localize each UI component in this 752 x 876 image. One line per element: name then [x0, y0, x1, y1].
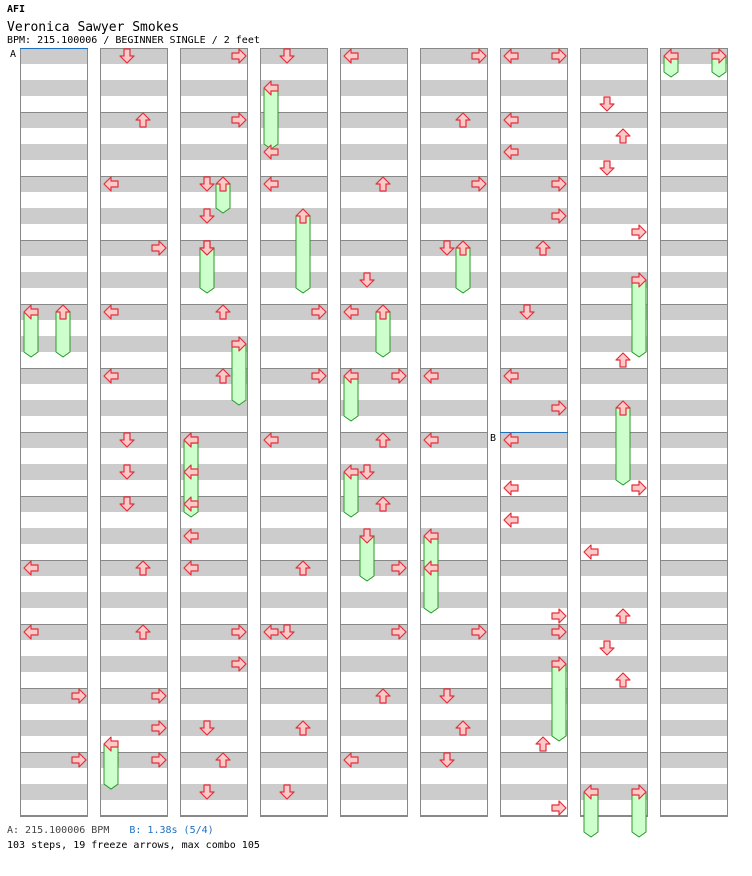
beat-stripe [500, 464, 568, 480]
beat-stripe [500, 560, 568, 576]
beat-stripe [20, 400, 88, 416]
beat-stripe [580, 240, 648, 256]
beat-stripe [260, 656, 328, 672]
beat-stripe [100, 144, 168, 160]
beat-stripe [100, 528, 168, 544]
beat-stripe [100, 400, 168, 416]
beat-stripe [420, 80, 488, 96]
beat-stripe [260, 752, 328, 768]
beat-stripe [500, 240, 568, 256]
beat-stripe [20, 496, 88, 512]
bpm-a-label: A: 215.100006 BPM [7, 825, 110, 836]
bpm-marker-label: A [10, 49, 17, 60]
beat-stripe [500, 592, 568, 608]
beat-stripe [660, 752, 728, 768]
beat-stripe [420, 208, 488, 224]
beat-stripe [100, 656, 168, 672]
beat-stripe [20, 48, 88, 64]
beat-stripe [260, 240, 328, 256]
beat-stripe [100, 272, 168, 288]
beat-stripe [20, 720, 88, 736]
beat-stripe [500, 496, 568, 512]
beat-stripe [100, 112, 168, 128]
beat-stripe [580, 176, 648, 192]
beat-stripe [660, 464, 728, 480]
beat-stripe [580, 208, 648, 224]
step-stats: 103 steps, 19 freeze arrows, max combo 105 [7, 840, 260, 851]
beat-stripe [660, 624, 728, 640]
beat-stripe [420, 784, 488, 800]
beat-stripe [180, 144, 248, 160]
beat-stripe [660, 784, 728, 800]
beat-stripe [180, 688, 248, 704]
beat-stripe [660, 176, 728, 192]
beat-stripe [260, 336, 328, 352]
beat-stripe [420, 656, 488, 672]
beat-stripe [660, 432, 728, 448]
beat-stripe [20, 144, 88, 160]
beat-stripe [660, 720, 728, 736]
beat-stripe [20, 656, 88, 672]
beat-stripe [660, 240, 728, 256]
chart-column [100, 48, 168, 817]
beat-stripe [340, 80, 408, 96]
beat-stripe [420, 400, 488, 416]
beat-stripe [500, 784, 568, 800]
beat-stripe [260, 400, 328, 416]
beat-stripe [260, 688, 328, 704]
beat-stripe [580, 144, 648, 160]
beat-stripe [180, 304, 248, 320]
beat-stripe [580, 688, 648, 704]
beat-stripe [580, 496, 648, 512]
beat-stripe [420, 304, 488, 320]
beat-stripe [660, 336, 728, 352]
beat-stripe [20, 432, 88, 448]
beat-stripe [20, 176, 88, 192]
freeze-arrow-body [264, 88, 278, 149]
freeze-arrow-body [296, 216, 310, 293]
beat-stripe [340, 592, 408, 608]
beat-stripe [420, 720, 488, 736]
beat-stripe [340, 208, 408, 224]
beat-stripe [340, 688, 408, 704]
beat-stripe [580, 624, 648, 640]
beat-stripe [100, 336, 168, 352]
beat-stripe [180, 752, 248, 768]
beat-stripe [660, 112, 728, 128]
beat-stripe [20, 80, 88, 96]
beat-stripe [340, 240, 408, 256]
beat-stripe [340, 720, 408, 736]
beat-stripe [500, 80, 568, 96]
beat-stripe [500, 336, 568, 352]
beat-stripe [100, 560, 168, 576]
beat-stripe [580, 720, 648, 736]
beat-stripe [660, 144, 728, 160]
beat-stripe [420, 272, 488, 288]
beat-stripe [580, 656, 648, 672]
chart-column [20, 48, 88, 817]
chart-info: BPM: 215.100006 / BEGINNER SINGLE / 2 feet [7, 35, 260, 46]
beat-stripe [580, 400, 648, 416]
beat-stripe [500, 528, 568, 544]
beat-stripe [420, 496, 488, 512]
beat-stripe [20, 368, 88, 384]
beat-stripe [340, 656, 408, 672]
beat-stripe [580, 368, 648, 384]
beat-stripe [580, 528, 648, 544]
beat-stripe [260, 528, 328, 544]
beat-stripe [660, 496, 728, 512]
beat-stripe [20, 272, 88, 288]
freeze-arrow-body [632, 280, 646, 357]
chart-column [420, 48, 488, 817]
beat-stripe [100, 592, 168, 608]
beat-stripe [340, 176, 408, 192]
beat-stripe [580, 464, 648, 480]
beat-stripe [660, 304, 728, 320]
beat-stripe [580, 560, 648, 576]
beat-stripe [20, 528, 88, 544]
beat-stripe [180, 80, 248, 96]
chart-column [180, 48, 248, 817]
beat-stripe [20, 784, 88, 800]
beat-stripe [580, 112, 648, 128]
beat-stripe [340, 784, 408, 800]
beat-stripe [660, 272, 728, 288]
beat-stripe [340, 432, 408, 448]
chart-column [580, 48, 648, 817]
chart-column [340, 48, 408, 817]
bpm-legend [7, 825, 214, 836]
beat-stripe [260, 720, 328, 736]
beat-stripe [20, 208, 88, 224]
beat-stripe [580, 592, 648, 608]
beat-stripe [580, 80, 648, 96]
bpm-marker-label: B [490, 433, 497, 444]
beat-stripe [660, 80, 728, 96]
beat-stripe [260, 560, 328, 576]
beat-stripe [420, 144, 488, 160]
beat-stripe [660, 656, 728, 672]
bpm-b-label: B: 1.38s (5/4) [129, 825, 214, 836]
beat-stripe [20, 592, 88, 608]
beat-stripe [20, 112, 88, 128]
beat-stripe [500, 272, 568, 288]
beat-stripe [260, 464, 328, 480]
beat-stripe [260, 208, 328, 224]
beat-stripe [20, 464, 88, 480]
freeze-arrow-body [616, 408, 630, 485]
beat-stripe [580, 48, 648, 64]
song-title: Veronica Sawyer Smokes [7, 20, 180, 35]
song-artist: AFI [7, 4, 26, 15]
freeze-arrow-body [552, 664, 566, 741]
beat-stripe [500, 752, 568, 768]
beat-stripe [420, 112, 488, 128]
beat-stripe [260, 496, 328, 512]
freeze-arrow-body [232, 344, 246, 405]
beat-stripe [100, 208, 168, 224]
beat-stripe [20, 240, 88, 256]
beat-stripe [660, 208, 728, 224]
beat-stripe [660, 528, 728, 544]
beat-stripe [340, 144, 408, 160]
beat-stripe [180, 592, 248, 608]
beat-stripe [580, 432, 648, 448]
chart-column [660, 48, 728, 817]
beat-stripe [420, 464, 488, 480]
beat-stripe [660, 688, 728, 704]
beat-stripe [100, 80, 168, 96]
chart-column [260, 48, 328, 817]
beat-stripe [100, 624, 168, 640]
beat-stripe [260, 272, 328, 288]
beat-stripe [660, 368, 728, 384]
beat-stripe [660, 560, 728, 576]
beat-stripe [340, 112, 408, 128]
beat-stripe [420, 336, 488, 352]
beat-stripe [340, 336, 408, 352]
beat-stripe [260, 592, 328, 608]
beat-stripe [580, 752, 648, 768]
beat-stripe [660, 400, 728, 416]
beat-stripe [660, 592, 728, 608]
